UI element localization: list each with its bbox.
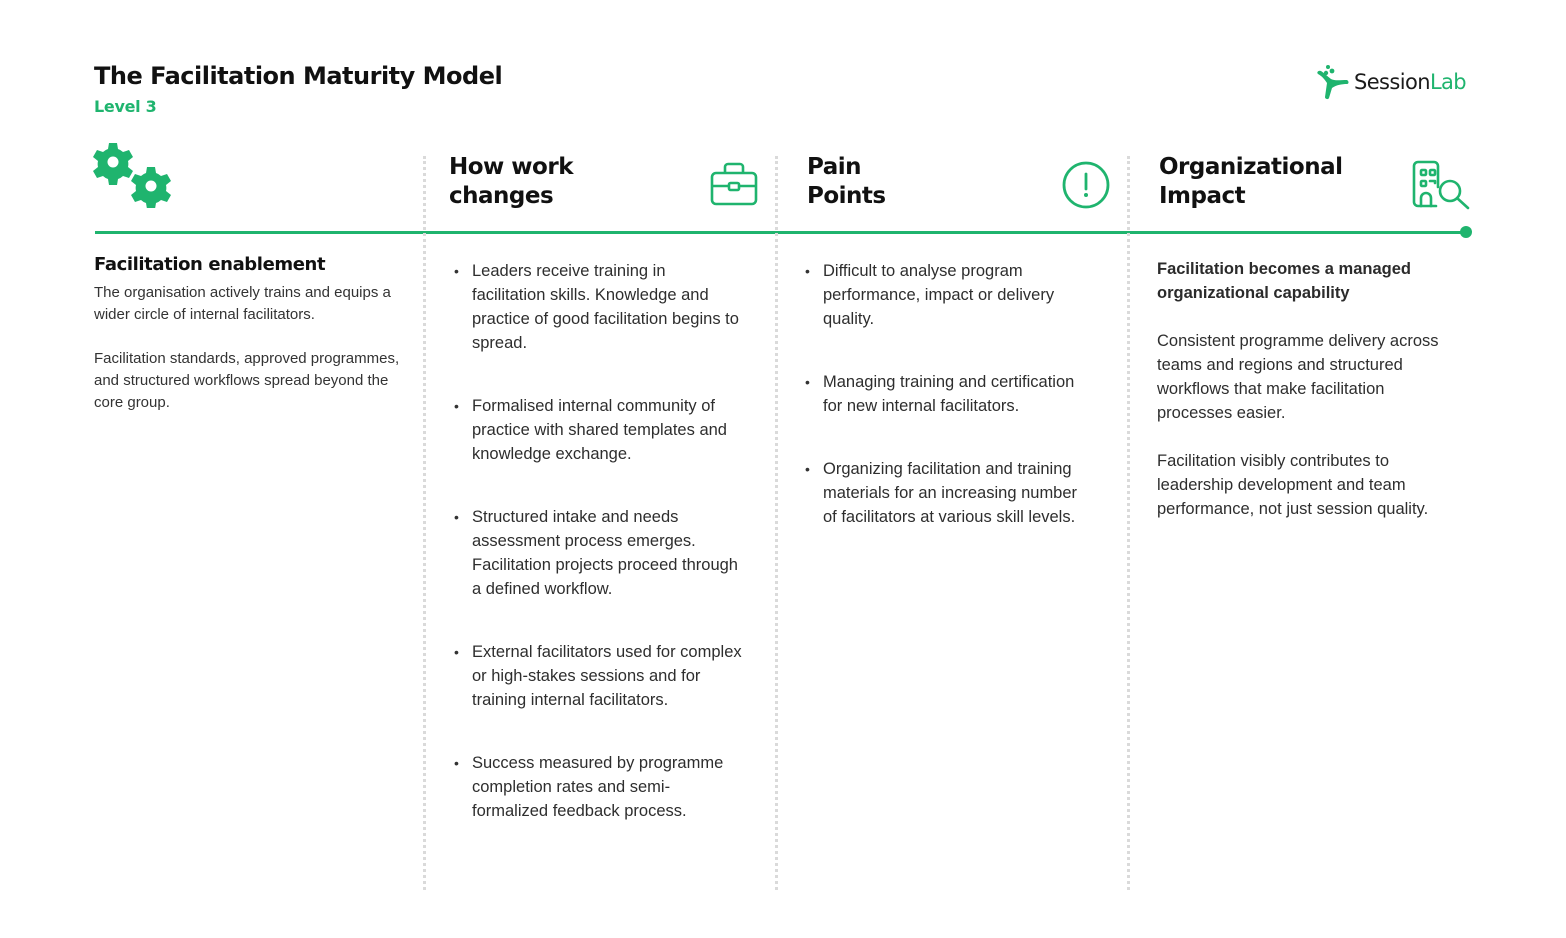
level-paragraph: The organisation actively trains and equips a wider circle of internal facilitators.	[94, 284, 391, 323]
impact-lead: Facilitation becomes a managed organizational capability	[1157, 260, 1411, 302]
logo-wordmark	[1354, 70, 1466, 94]
briefcase-icon	[710, 162, 758, 206]
column-heading-pain-points	[807, 153, 886, 211]
logo-text-session: Session	[1354, 70, 1430, 94]
list-item: • Difficult to analyse program performance, impact or delivery quality.	[801, 259, 1093, 331]
column-heading-organizational-impact	[1159, 153, 1343, 211]
list-item: • Success measured by programme completion rates and semi-formalized feedback process.	[450, 751, 742, 823]
column-divider	[423, 156, 426, 890]
heading-line: Organizational	[1159, 154, 1343, 180]
pain-points-list	[801, 259, 1093, 529]
heading-line: Impact	[1159, 183, 1246, 209]
how-work-changes-list	[450, 259, 742, 823]
heading-line: Pain	[807, 154, 862, 180]
impact-paragraph: Facilitation visibly contributes to leadership development and team performance, not just session quality.	[1157, 452, 1429, 518]
building-search-icon	[1412, 160, 1474, 210]
sessionlab-figure-icon	[1316, 64, 1350, 100]
page-title: The Facilitation Maturity Model	[94, 62, 503, 90]
level-description	[94, 282, 404, 414]
heading-line: Points	[807, 183, 886, 209]
list-item: • Leaders receive training in facilitation skills. Knowledge and practice of good facilitation begins to spread.	[450, 259, 742, 355]
level-label: Level 3	[94, 97, 157, 116]
heading-line: changes	[449, 183, 554, 209]
alert-circle-icon	[1062, 161, 1110, 209]
list-item: • Managing training and certification for new internal facilitators.	[801, 370, 1093, 418]
list-item: • Structured intake and needs assessment process emerges. Facilitation projects proceed through a defined workflow.	[450, 505, 742, 601]
logo-text-lab: Lab	[1429, 70, 1467, 94]
organizational-impact-content	[1157, 257, 1457, 545]
gears-icon	[93, 142, 175, 208]
sessionlab-logo	[1316, 64, 1466, 100]
timeline-rule	[95, 231, 1467, 234]
heading-line: How work	[449, 154, 573, 180]
timeline-end-dot	[1460, 226, 1472, 238]
impact-paragraph: Consistent programme delivery across teams and regions and structured workflows that make facilitation processes easier.	[1157, 332, 1439, 422]
level-name: Facilitation enablement	[94, 254, 326, 275]
column-heading-how-work-changes	[449, 153, 573, 211]
level-paragraph: Facilitation standards, approved programmes, and structured workflows spread beyond the core group.	[94, 350, 400, 411]
column-divider	[1127, 156, 1130, 890]
list-item: • Formalised internal community of practice with shared templates and knowledge exchange.	[450, 394, 742, 466]
list-item: • External facilitators used for complex or high-stakes sessions and for training internal facilitators.	[450, 640, 742, 712]
column-divider	[775, 156, 778, 890]
list-item: • Organizing facilitation and training materials for an increasing number of facilitators at various skill levels.	[801, 457, 1093, 529]
